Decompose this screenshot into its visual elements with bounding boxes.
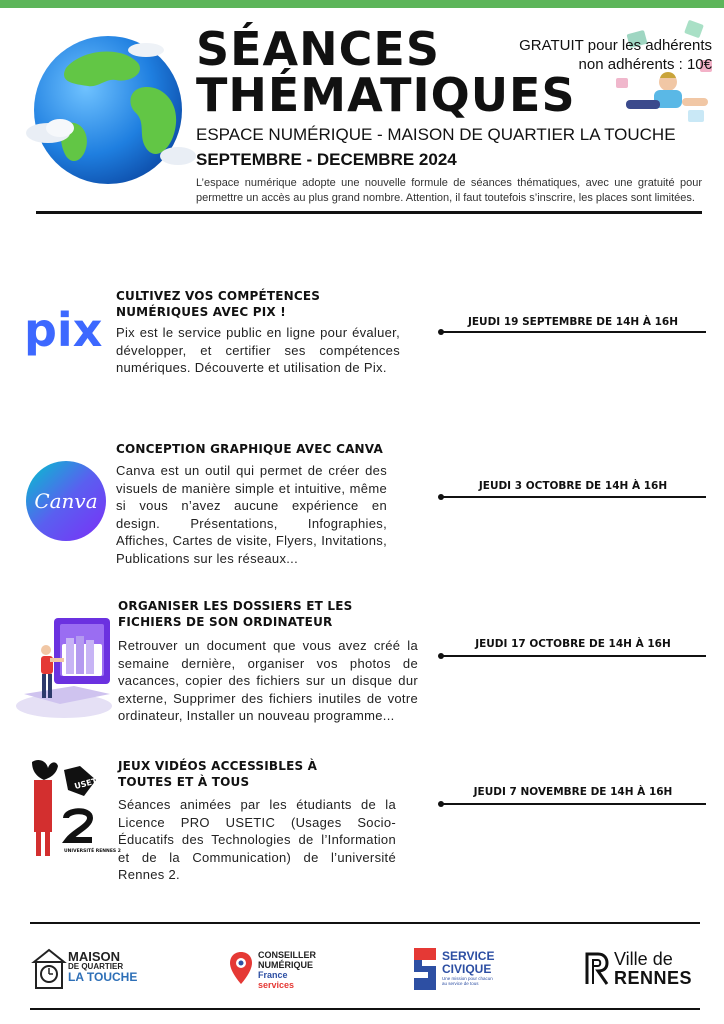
event-date: JEUDI 7 NOVEMBRE DE 14H À 16H xyxy=(473,786,673,798)
pix-logo xyxy=(24,302,104,362)
pix-logo-text: pix xyxy=(24,303,103,357)
event-description: Canva est un outil qui permet de créer des visuels de manière simple et intuitive, même si vous n’avez aucune expérience en design. Présentations, Infographies, Affiches, Cartes de visite, Flyers, Invitations, Publications sur les réseaux... xyxy=(116,463,387,566)
date-line xyxy=(440,803,706,805)
event-title: JEUX VIDÉOS ACCESSIBLES À TOUTES ET À TOUS xyxy=(118,759,318,789)
event-title: CONCEPTION GRAPHIQUE AVEC CANVA xyxy=(116,442,383,456)
mq-line-3: LA TOUCHE xyxy=(68,970,138,984)
event-date: JEUDI 17 OCTOBRE DE 14H À 16H xyxy=(475,638,671,650)
file-organizer-illustration xyxy=(14,614,114,718)
mq-line-1: MAISON xyxy=(68,949,120,964)
event-title: ORGANISER LES DOSSIERS ET LES FICHIERS DE SON ORDINATEUR xyxy=(118,599,353,629)
event-description: Retrouver un document que vous avez créé la semaine dernière, organiser vos photos de vacances, copier des fichiers sur un disque dur externe, Supprimer des fichiers inutiles de votre ordinateur, Installer un nouveau programme... xyxy=(118,638,418,723)
univ-logo-text: UNIVERSITÉ RENNES 2 xyxy=(64,849,121,854)
service-civique-logo xyxy=(442,950,496,986)
sc-line-2: CIVIQUE xyxy=(442,962,492,976)
header-divider xyxy=(36,211,702,214)
pricing-non-members: non adhérents : 10€ xyxy=(578,56,712,73)
maison-quartier-logo-icon xyxy=(32,948,66,990)
cn-line-1: CONSEILLER xyxy=(258,950,317,960)
top-color-bar xyxy=(0,0,724,8)
maison-quartier-logo xyxy=(68,949,138,984)
date-line xyxy=(440,496,706,498)
title-line-1: SÉANCES xyxy=(196,22,440,76)
ville-rennes-logo xyxy=(614,950,692,988)
canva-logo-text: Canva xyxy=(34,489,98,513)
event-description: Pix est le service public en ligne pour évaluer, développer, et certifier ses compétences numériques. Découverte et utilisation de Pix. xyxy=(116,325,400,375)
vr-line-1: Ville de xyxy=(614,949,673,969)
sc-line-1: SERVICE xyxy=(442,949,495,963)
service-civique-logo-icon xyxy=(410,946,440,992)
cn-line-4: services xyxy=(258,980,295,990)
usetic-logo-text: USETIC xyxy=(73,774,107,792)
footer-divider-top xyxy=(30,922,700,924)
page-subtitle: ESPACE NUMÉRIQUE - MAISON DE QUARTIER LA TOUCHE xyxy=(196,125,676,144)
rennes2-usetic-logo xyxy=(24,758,121,858)
date-line xyxy=(440,655,706,657)
event-date: JEUDI 19 SEPTEMBRE DE 14H À 16H xyxy=(467,316,679,328)
date-line xyxy=(440,331,706,333)
sc-tagline: Une mission pour chacun au service de tous xyxy=(442,976,493,986)
intro-text: L’espace numérique adopte une nouvelle formule de séances thématiques, avec une gratuité pour permettre un accès au plus grand nombre. Attention, il faut toutefois s’inscrire, les places sont limitées. xyxy=(196,177,702,204)
cn-line-2: NUMÉRIQUE xyxy=(258,960,314,970)
event-description: Séances animées par les étudiants de la Licence PRO USETIC (Usages Socio-Éducatifs des Technologies de l’Information et de la Communication) de l’université Rennes 2. xyxy=(118,797,396,882)
period: SEPTEMBRE - DECEMBRE 2024 xyxy=(196,150,457,169)
conseiller-numerique-logo-icon xyxy=(228,950,254,986)
pricing-info xyxy=(519,36,712,74)
canva-logo xyxy=(25,460,107,542)
event-title: CULTIVEZ VOS COMPÉTENCES NUMÉRIQUES AVEC PIX ! xyxy=(116,289,321,319)
pricing-free: GRATUIT pour les adhérents xyxy=(519,37,712,54)
earth-globe-illustration xyxy=(28,28,188,188)
title-line-2: THÉMATIQUES xyxy=(196,68,576,122)
footer-divider-bottom xyxy=(30,1008,700,1010)
ville-rennes-logo-icon xyxy=(584,950,610,986)
vr-line-2: RENNES xyxy=(614,968,693,988)
event-date: JEUDI 3 OCTOBRE DE 14H À 16H xyxy=(478,480,668,492)
mq-line-2: DE QUARTIER xyxy=(68,962,124,971)
conseiller-numerique-logo xyxy=(258,950,316,990)
cn-line-3: France xyxy=(258,970,288,980)
